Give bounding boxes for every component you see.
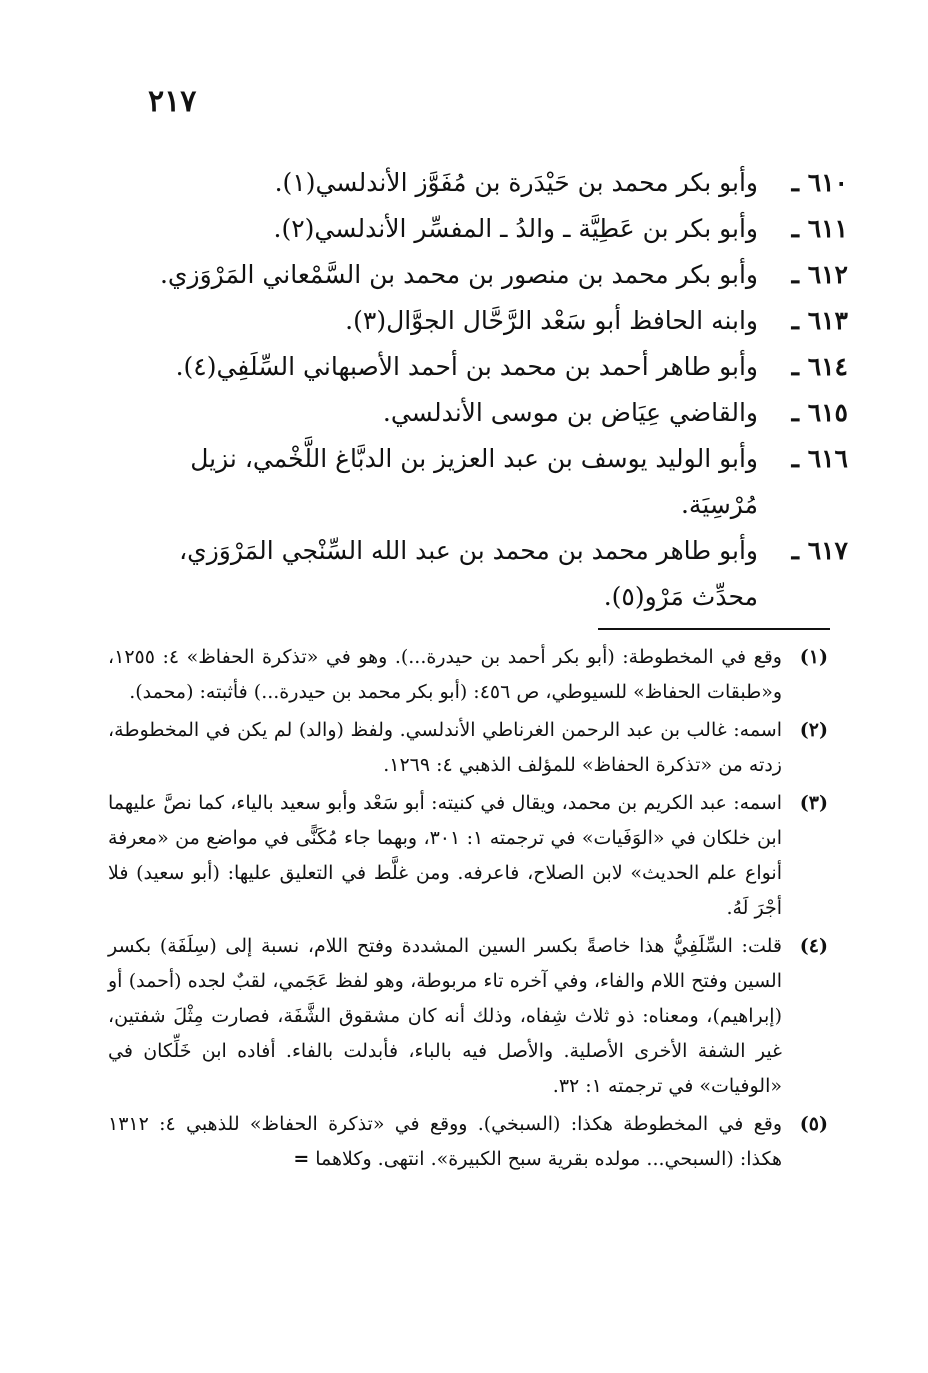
entry-number: ٦١٢ ـ xyxy=(791,260,848,289)
footnote-text: اسمه: عبد الكريم بن محمد، ويقال في كنيته: أبو سَعْد وأبو سعيد بالياء، كما نصَّ عليهما ابن خلكان في «الوَفَيات» في ترجمته ١: ٣٠١، وبهما جاء مُكَنًّى في مواضع من «معرفة أنواع علم الحديث» لابن الصلاح، فاعرفه. ومن غلَّط في التعليق عليها: (أبو سعيد) فلا أجْرَ لَهُ. xyxy=(108,792,782,919)
list-item xyxy=(148,252,848,298)
list-item xyxy=(148,344,848,390)
entry-number: ٦١٦ ـ xyxy=(791,444,848,473)
entry-text: وأبو طاهر أحمد بن محمد بن أحمد الأصبهاني السِّلَفِي(٤). xyxy=(175,352,758,381)
footnote-text: اسمه: غالب بن عبد الرحمن الغرناطي الأندلسي. ولفظ (والد) لم يكن في المخطوطة، زدته من «تذكرة الحفاظ» للمؤلف الذهبي ٤: ١٢٦٩. xyxy=(108,719,782,776)
footnote xyxy=(108,1107,828,1177)
entry-number: ٦١٤ ـ xyxy=(791,352,848,381)
list-item xyxy=(148,528,848,620)
entry-list xyxy=(148,160,848,620)
entry-number: ٦١١ ـ xyxy=(791,214,848,243)
entry-text: وابنه الحافظ أبو سَعْد الرَّحَّال الجوَّال(٣). xyxy=(345,306,758,335)
list-item xyxy=(148,160,848,206)
continuation-mark: = xyxy=(293,1148,310,1170)
entry-number: ٦١٣ ـ xyxy=(791,306,848,335)
entry-text: وأبو طاهر محمد بن محمد بن عبد الله السِّنْجي المَرْوَزي، محدِّث مَرْو(٥). xyxy=(179,536,758,611)
footnote-number: (٣) xyxy=(799,792,828,814)
footnote-divider xyxy=(598,628,830,630)
entry-text: وأبو بكر بن عَطِيَّة ـ والدُ ـ المفسِّر الأندلسي(٢). xyxy=(273,214,758,243)
list-item xyxy=(148,298,848,344)
footnote-text: وقع في المخطوطة هكذا: (السبخي). ووقع في «تذكرة الحفاظ» للذهبي ٤: ١٣١٢ هكذا: (السبحي... مولده بقرية سبح الكبيرة». انتهى. وكلاهما= xyxy=(108,1113,782,1170)
footnote xyxy=(108,786,828,926)
entry-number: ٦١٧ ـ xyxy=(791,536,848,565)
footnote xyxy=(108,929,828,1104)
footnote-number: (١) xyxy=(799,646,828,668)
entry-number: ٦١٥ ـ xyxy=(791,398,848,427)
entry-text: وأبو الوليد يوسف بن عبد العزيز بن الدبَّاغ اللَّخْمي، نزيل مُرْسِيَة. xyxy=(190,444,758,519)
footnote xyxy=(108,713,828,783)
list-item xyxy=(148,206,848,252)
footnote xyxy=(108,640,828,710)
footnote-number: (٤) xyxy=(799,935,828,957)
footnote-number: (٢) xyxy=(799,719,828,741)
entry-text: وأبو بكر محمد بن حَيْدَرة بن مُفَوَّز الأندلسي(١). xyxy=(274,168,758,197)
list-item xyxy=(148,436,848,528)
list-item xyxy=(148,390,848,436)
page-number: ٢١٧ xyxy=(148,84,197,119)
footnote-list xyxy=(108,640,828,1180)
footnote-number: (٥) xyxy=(799,1113,828,1135)
entry-text: وأبو بكر محمد بن منصور بن محمد بن السَّمْعاني المَرْوَزي. xyxy=(159,260,758,289)
footnote-text: قلت: السِّلَفِيُّ هذا خاصةً بكسر السين المشددة وفتح اللام، نسبة إلى (سِلَفَة) بكسر السين وفتح اللام والفاء، وفي آخره تاء مربوطة، وهو لفظ عَجَمي، لقبٌ لجده (أحمد) أو (إبراهيم)، ومعناه: ذو ثلاث شِفاه، وذلك أنه كان مشقوق الشَّفَة، فصارت مِثْلَ شفتين، غير الشفة الأخرى الأصلية. والأصل فيه بالباء، فأبدلت بالفاء. أفاده ابن خَلِّكان في «الوفيات» في ترجمته ١: ٣٢. xyxy=(108,935,782,1097)
footnote-text: وقع في المخطوطة: (أبو بكر أحمد بن حيدرة...). وهو في «تذكرة الحفاظ» ٤: ١٢٥٥، و«طبقات الحفاظ» للسيوطي، ص ٤٥٦: (أبو بكر محمد بن حيدرة...) فأثبته: (محمد). xyxy=(108,646,782,703)
entry-text: والقاضي عِيَاض بن موسى الأندلسي. xyxy=(382,398,758,427)
entry-number: ٦١٠ ـ xyxy=(791,168,848,197)
